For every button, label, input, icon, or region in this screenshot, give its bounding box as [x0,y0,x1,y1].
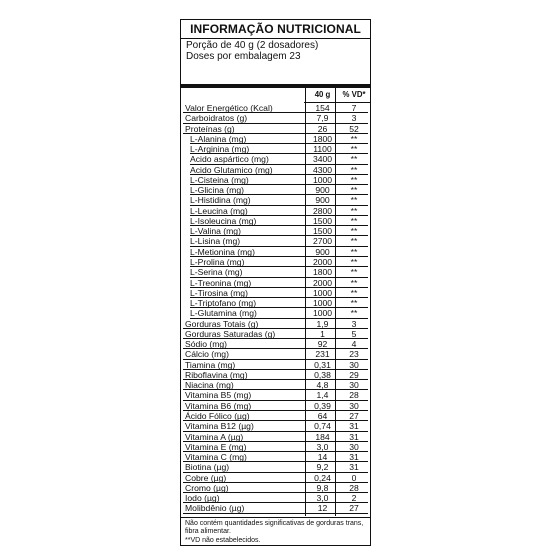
nutrient-vd: 30 [349,359,359,370]
nutrient-name: Ácido Fólico (µg) [185,410,250,421]
nutrient-amount: 184 [315,431,330,442]
nutrient-vd: 30 [349,380,359,391]
nutrient-amount: 0,31 [314,359,331,370]
nutrient-amount: 1800 [312,133,333,144]
nutrient-name: L-Isoleucina (mg) [190,215,257,226]
nutrient-row [181,124,370,134]
nutrient-row [181,380,370,390]
nutrient-row [181,267,370,277]
nutrient-amount: 7,9 [316,113,329,124]
nutrient-row [181,175,370,185]
nutrient-vd: 31 [349,452,359,463]
nutrient-name: Riboflavina (mg) [185,369,248,380]
footnote-separator [181,517,370,518]
nutrient-name: L-Leucina (mg) [190,205,248,216]
nutrient-amount: 900 [315,195,330,206]
nutrient-row [181,360,370,370]
nutrient-amount: 1800 [312,267,333,278]
nutrient-name: Niacina (mg) [185,380,234,391]
nutrient-rows [181,103,370,514]
nutrient-row [181,134,370,144]
nutrient-row [181,257,370,267]
nutrient-row [181,349,370,359]
nutrient-amount: 1100 [313,144,332,155]
nutrient-row [181,216,370,226]
nutrient-amount: 64 [317,410,328,421]
nutrient-amount: 2000 [312,256,333,267]
nutrient-name: Vitamina B6 (mg) [185,400,252,411]
nutrient-vd: ** [350,205,358,216]
nutrient-amount: 14 [317,452,328,463]
nutrient-amount: 9,2 [316,462,329,473]
nutrient-row [181,483,370,493]
nutrient-name: Biotina (µg) [185,462,230,473]
nutrient-row [181,421,370,431]
nutrient-vd: 27 [349,410,359,421]
nutrient-name: Vitamina A (µg) [185,431,244,442]
nutrient-amount: 2000 [312,277,333,288]
footnote-trans-fat: Não contém quantidades significativas de gorduras trans, fibra alimentar. [185,520,364,536]
nutrient-amount: 3,0 [316,493,329,504]
nutrient-name: Iodo (µg) [185,493,220,504]
nutrient-vd: ** [350,277,358,288]
nutrient-amount: 0,24 [314,472,331,483]
nutrient-vd: 5 [351,328,357,339]
nutrient-amount: 3,0 [316,441,329,452]
column-header-amount: 40 g [314,90,331,99]
nutrition-facts-panel [180,19,371,546]
nutrient-name: L-Metionina (mg) [190,246,255,257]
nutrient-amount: 4,8 [316,380,329,391]
nutrient-amount: 231 [315,349,330,360]
nutrient-name: L-Glicina (mg) [190,185,244,196]
nutrient-vd: ** [350,256,358,267]
nutrient-row [181,236,370,246]
nutrient-vd: 7 [351,103,357,113]
nutrient-name: Proteínas (g) [185,123,235,134]
nutrient-row [181,113,370,123]
nutrient-amount: 1000 [312,174,333,185]
nutrient-vd: ** [350,195,358,206]
nutrient-row [181,185,370,195]
nutrient-amount: 0,38 [314,369,331,380]
nutrient-vd: ** [350,154,358,165]
nutrient-vd: 31 [349,462,359,473]
nutrient-amount: 1000 [312,287,333,298]
nutrient-vd: ** [350,246,358,257]
nutrient-row [181,278,370,288]
nutrient-vd: ** [350,267,358,278]
nutrient-row [181,401,370,411]
nutrient-name: Vitamina B5 (mg) [185,390,252,401]
nutrient-amount: 9,8 [316,482,329,493]
nutrient-name: Tiamina (mg) [185,359,236,370]
nutrient-row [181,298,370,308]
nutrient-vd: ** [350,215,358,226]
nutrient-vd: 23 [349,349,359,360]
nutrient-vd: 2 [351,493,357,504]
nutrient-vd: ** [350,236,358,247]
nutrient-vd: 28 [349,482,359,493]
nutrient-vd: ** [350,144,358,155]
nutrient-name: Molibdênio (µg) [185,503,245,514]
nutrient-row [181,103,370,113]
nutrient-name: L-Histidina (mg) [190,195,251,206]
nutrient-row [181,195,370,205]
column-header-vd: % VD* [342,90,366,99]
nutrient-vd: 27 [349,503,359,514]
nutrient-amount: 4300 [312,164,333,175]
nutrient-vd: 30 [349,400,359,411]
nutrient-row [181,165,370,175]
nutrient-row [181,247,370,257]
nutrient-row [181,411,370,421]
nutrient-row [181,226,370,236]
nutrient-vd: 0 [351,472,357,483]
nutrient-vd: ** [350,185,358,196]
nutrient-row [181,339,370,349]
nutrient-vd: 31 [349,431,359,442]
nutrient-row [181,370,370,380]
nutrient-amount: 900 [315,185,330,196]
nutrient-amount: 1000 [312,308,333,319]
nutrient-vd: ** [350,298,358,309]
nutrient-amount: 0,74 [314,421,331,432]
nutrient-name: Vitamina E (mg) [185,441,247,452]
nutrient-vd: ** [350,133,358,144]
nutrient-name: Cromo (µg) [185,482,229,493]
nutrient-name: Valor Energético (Kcal) [185,103,273,113]
nutrient-row [181,154,370,164]
nutrient-vd: ** [350,164,358,175]
nutrient-vd: 4 [351,339,357,350]
nutrient-vd: 3 [351,318,357,329]
nutrient-vd: 29 [349,369,359,380]
nutrient-name: L-Tirosina (mg) [190,287,248,298]
nutrient-vd: ** [350,174,358,185]
nutrient-name: Cálcio (mg) [185,349,229,360]
nutrient-vd: 3 [351,113,357,124]
nutrient-vd: 31 [349,421,359,432]
nutrient-vd: 52 [349,123,359,134]
nutrient-row [181,144,370,154]
nutrient-row [181,308,370,318]
nutrient-row [181,452,370,462]
nutrient-name: Sódio (mg) [185,339,228,350]
nutrient-amount: 2700 [312,236,333,247]
nutrient-amount: 1500 [312,226,333,237]
nutrient-amount: 900 [315,246,330,257]
nutrient-name: L-Valina (mg) [190,226,241,237]
nutrient-name: L-Cisteina (mg) [190,174,249,185]
nutrient-amount: 1,4 [316,390,329,401]
nutrient-row [181,493,370,503]
nutrient-row [181,319,370,329]
nutrient-name: L-Lisina (mg) [190,236,241,247]
nutrient-name: Cobre (µg) [185,472,227,483]
nutrient-amount: 154 [315,103,330,113]
nutrient-name: L-Glutamina (mg) [190,308,257,319]
nutrient-row [181,442,370,452]
nutrient-name: Vitamina C (mg) [185,452,247,463]
nutrient-row [181,503,370,513]
nutrient-vd: 28 [349,390,359,401]
nutrient-name: L-Serina (mg) [190,267,243,278]
nutrient-amount: 1500 [312,215,333,226]
nutrient-amount: 2800 [312,205,333,216]
portion-info [186,40,318,62]
nutrient-name: Gorduras Saturadas (g) [185,328,276,339]
nutrient-name: L-Arginina (mg) [190,144,250,155]
nutrient-row [181,473,370,483]
nutrient-vd: ** [350,308,358,319]
label-title: INFORMAÇÃO NUTRICIONAL [181,20,370,39]
nutrient-name: Gorduras Totais (g) [185,318,259,329]
nutrient-amount: 1000 [312,298,333,309]
nutrient-name: Vitamina B12 (µg) [185,421,254,432]
nutrient-amount: 3400 [312,154,333,165]
nutrient-amount: 26 [317,123,328,134]
nutrient-amount: 1,9 [316,318,329,329]
nutrient-amount: 12 [317,503,328,514]
nutrient-name: L-Alanina (mg) [190,133,247,144]
footnote-vd: **VD não estabelecidos. [185,536,261,544]
nutrient-amount: 92 [317,339,328,350]
row-rule [183,513,368,514]
nutrient-name: Acido aspártico (mg) [190,154,269,165]
nutrient-row [181,432,370,442]
nutrient-name: L-Treonina (mg) [190,277,252,288]
nutrient-row [181,206,370,216]
nutrient-name: Acido Glutamico (mg) [190,164,273,175]
nutrient-row [181,390,370,400]
nutrient-amount: 0,39 [314,400,331,411]
nutrient-vd: ** [350,226,358,237]
doses-line: Doses por embalagem 23 [186,51,301,62]
nutrient-row [181,288,370,298]
nutrient-vd: 30 [349,441,359,452]
nutrient-row [181,329,370,339]
nutrient-name: L-Prolina (mg) [190,256,245,267]
nutrient-name: Carboidratos (g) [185,113,248,124]
nutrient-row [181,462,370,472]
nutrient-name: L-Triptofano (mg) [190,298,257,309]
footnotes [185,520,368,545]
nutrient-vd: ** [350,287,358,298]
portion-line: Porção de 40 g (2 dosadores) [186,40,319,51]
nutrient-amount: 1 [320,328,325,339]
